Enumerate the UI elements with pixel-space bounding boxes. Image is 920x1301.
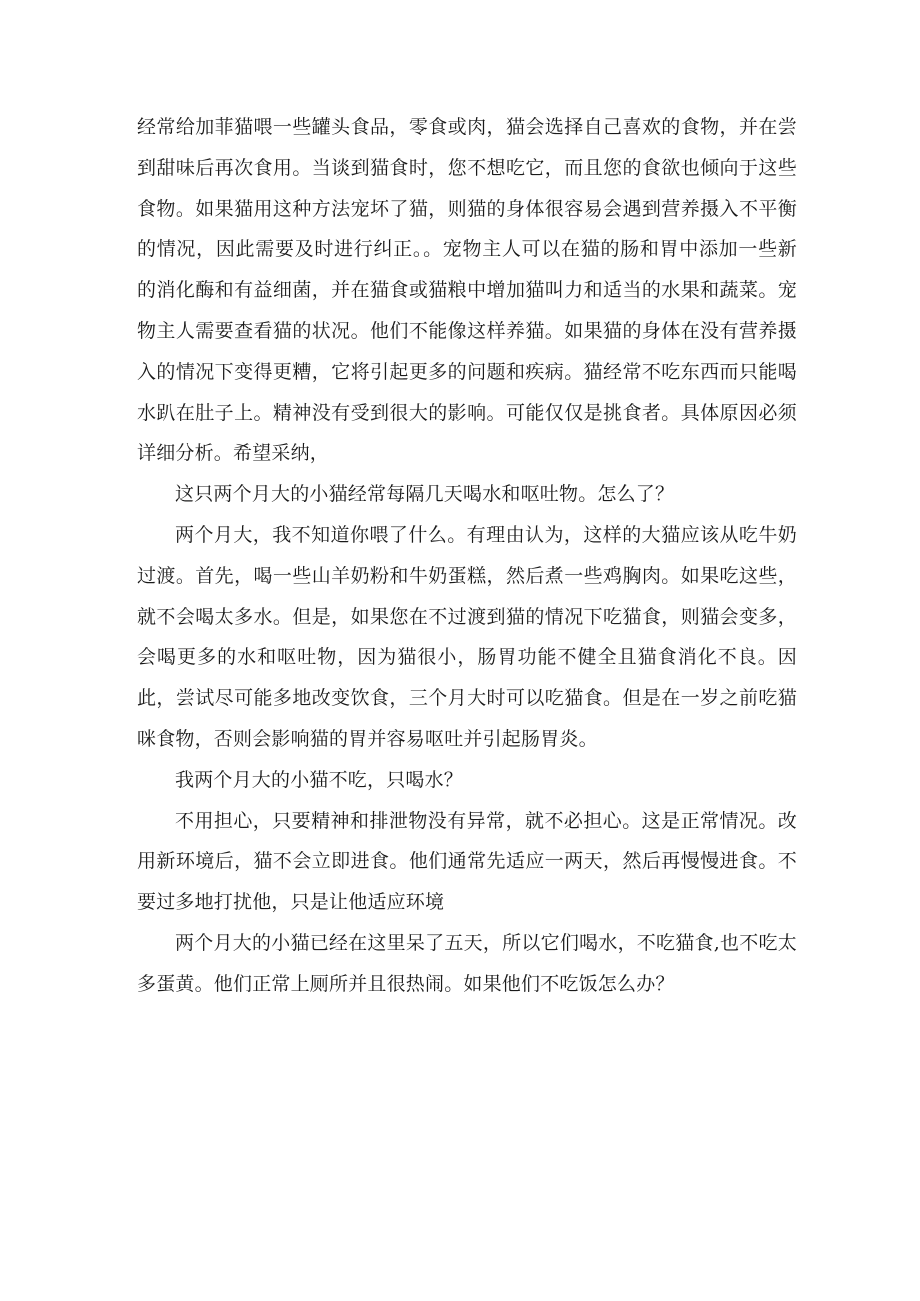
paragraph-2-question: 这只两个月大的小猫经常每隔几天喝水和呕吐物。怎么了？ <box>175 483 675 506</box>
paragraph-4-question: 我两个月大的小猫不吃，只喝水？ <box>175 768 464 791</box>
document-body <box>137 107 797 1005</box>
paragraph-3-answer: 两个月大，我不知道你喂了什么。有理由认为，这样的大猫应该从吃牛奶过渡。首先，喝一些山羊奶粉和牛奶蛋糕，然后煮一些鸡胸肉。如果吃这些，就不会喝太多水。但是，如果您在不过渡到猫的情况下吃猫食，则猫会变多，会喝更多的水和呕吐物，因为猫很小，肠胃功能不健全且猫食消化不良。因此，尝试尽可能多地改变饮食，三个月大时可以吃猫食。但是在一岁之前吃猫咪食物，否则会影响猫的胃并容易呕吐并引起肠胃炎。 <box>137 523 797 750</box>
paragraph-5-answer: 不用担心，只要精神和排泄物没有异常，就不必担心。这是正常情况。改用新环境后，猫不会立即进食。他们通常先适应一两天，然后再慢慢进食。不要过多地打扰他，只是让他适应环境 <box>137 809 797 914</box>
paragraph-6-question: 两个月大的小猫已经在这里呆了五天，所以它们喝水，不吃猫食,也不吃太多蛋黄。他们正常上厕所并且很热闹。如果他们不吃饭怎么办？ <box>137 931 797 995</box>
paragraph-1: 经常给加菲猫喂一些罐头食品，零食或肉，猫会选择自己喜欢的食物，并在尝到甜味后再次食用。当谈到猫食时，您不想吃它，而且您的食欲也倾向于这些食物。如果猫用这种方法宠坏了猫，则猫的身体很容易会遇到营养摄入不平衡的情况，因此需要及时进行纠正。。宠物主人可以在猫的肠和胃中添加一些新的消化酶和有益细菌，并在猫食或猫粮中增加猫叫力和适当的水果和蔬菜。宠物主人需要查看猫的状况。他们不能像这样养猫。如果猫的身体在没有营养摄入的情况下变得更糟，它将引起更多的问题和疾病。猫经常不吃东西而只能喝水趴在肚子上。精神没有受到很大的影响。可能仅仅是挑食者。具体原因必须详细分析。希望采纳， <box>137 116 797 465</box>
